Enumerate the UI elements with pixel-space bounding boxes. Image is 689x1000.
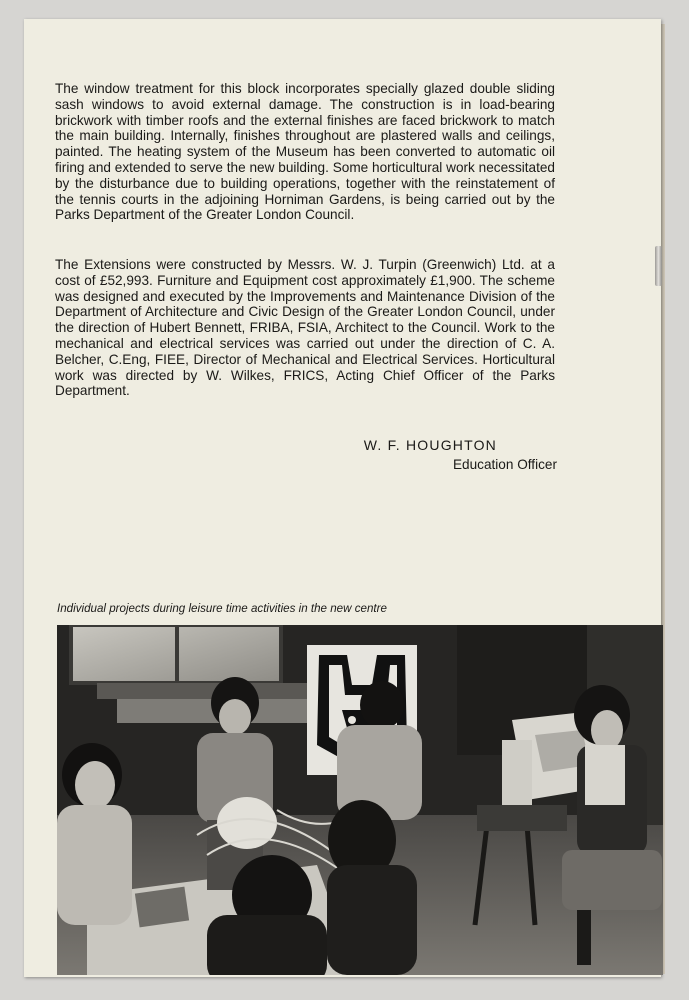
signature-role: Education Officer — [452, 457, 557, 472]
photo-caption: Individual projects during leisure time activities in the new centre — [57, 602, 387, 615]
signature-name: W. F. HOUGHTON — [363, 437, 497, 453]
photograph-illustration — [57, 625, 663, 975]
paragraph-construction: The window treatment for this block incorporates specially glazed double sliding sash windows to avoid external damage. The construction is in load-bearing brickwork with timber roofs and the external finishes are faced brickwork to match the main building. Internally, finishes throughout are plastered walls and ceilings, painted. The heating system of the Museum has been converted to automatic oil firing and extended to serve the new building. Some horticultural work necessitated by the disturbance due to building operations, together with the reinstatement of the tennis courts in the adjoining Horniman Gardens, is being carried out by the Parks Department of the Greater London Council. — [55, 81, 555, 223]
photograph-leisure-activities — [57, 625, 663, 975]
paragraph-contractors: The Extensions were constructed by Messrs. W. J. Turpin (Greenwich) Ltd. at a cost of £52,993. Furniture and Equipment cost approximately £1,900. The scheme was designed and executed by the Improvements and Maintenance Division of the Department of Architecture and Civic Design of the Greater London Council, under the direction of Hubert Bennett, FRIBA, FSIA, Architect to the Council. Work to the mechanical and electrical services was carried out under the direction of C. A. Belcher, C.Eng, FIEE, Director of Mechanical and Electrical Services. Horticultural work was directed by W. Wilkes, FRICS, Acting Chief Officer of the Parks Department. — [55, 257, 555, 399]
staple — [655, 246, 662, 286]
